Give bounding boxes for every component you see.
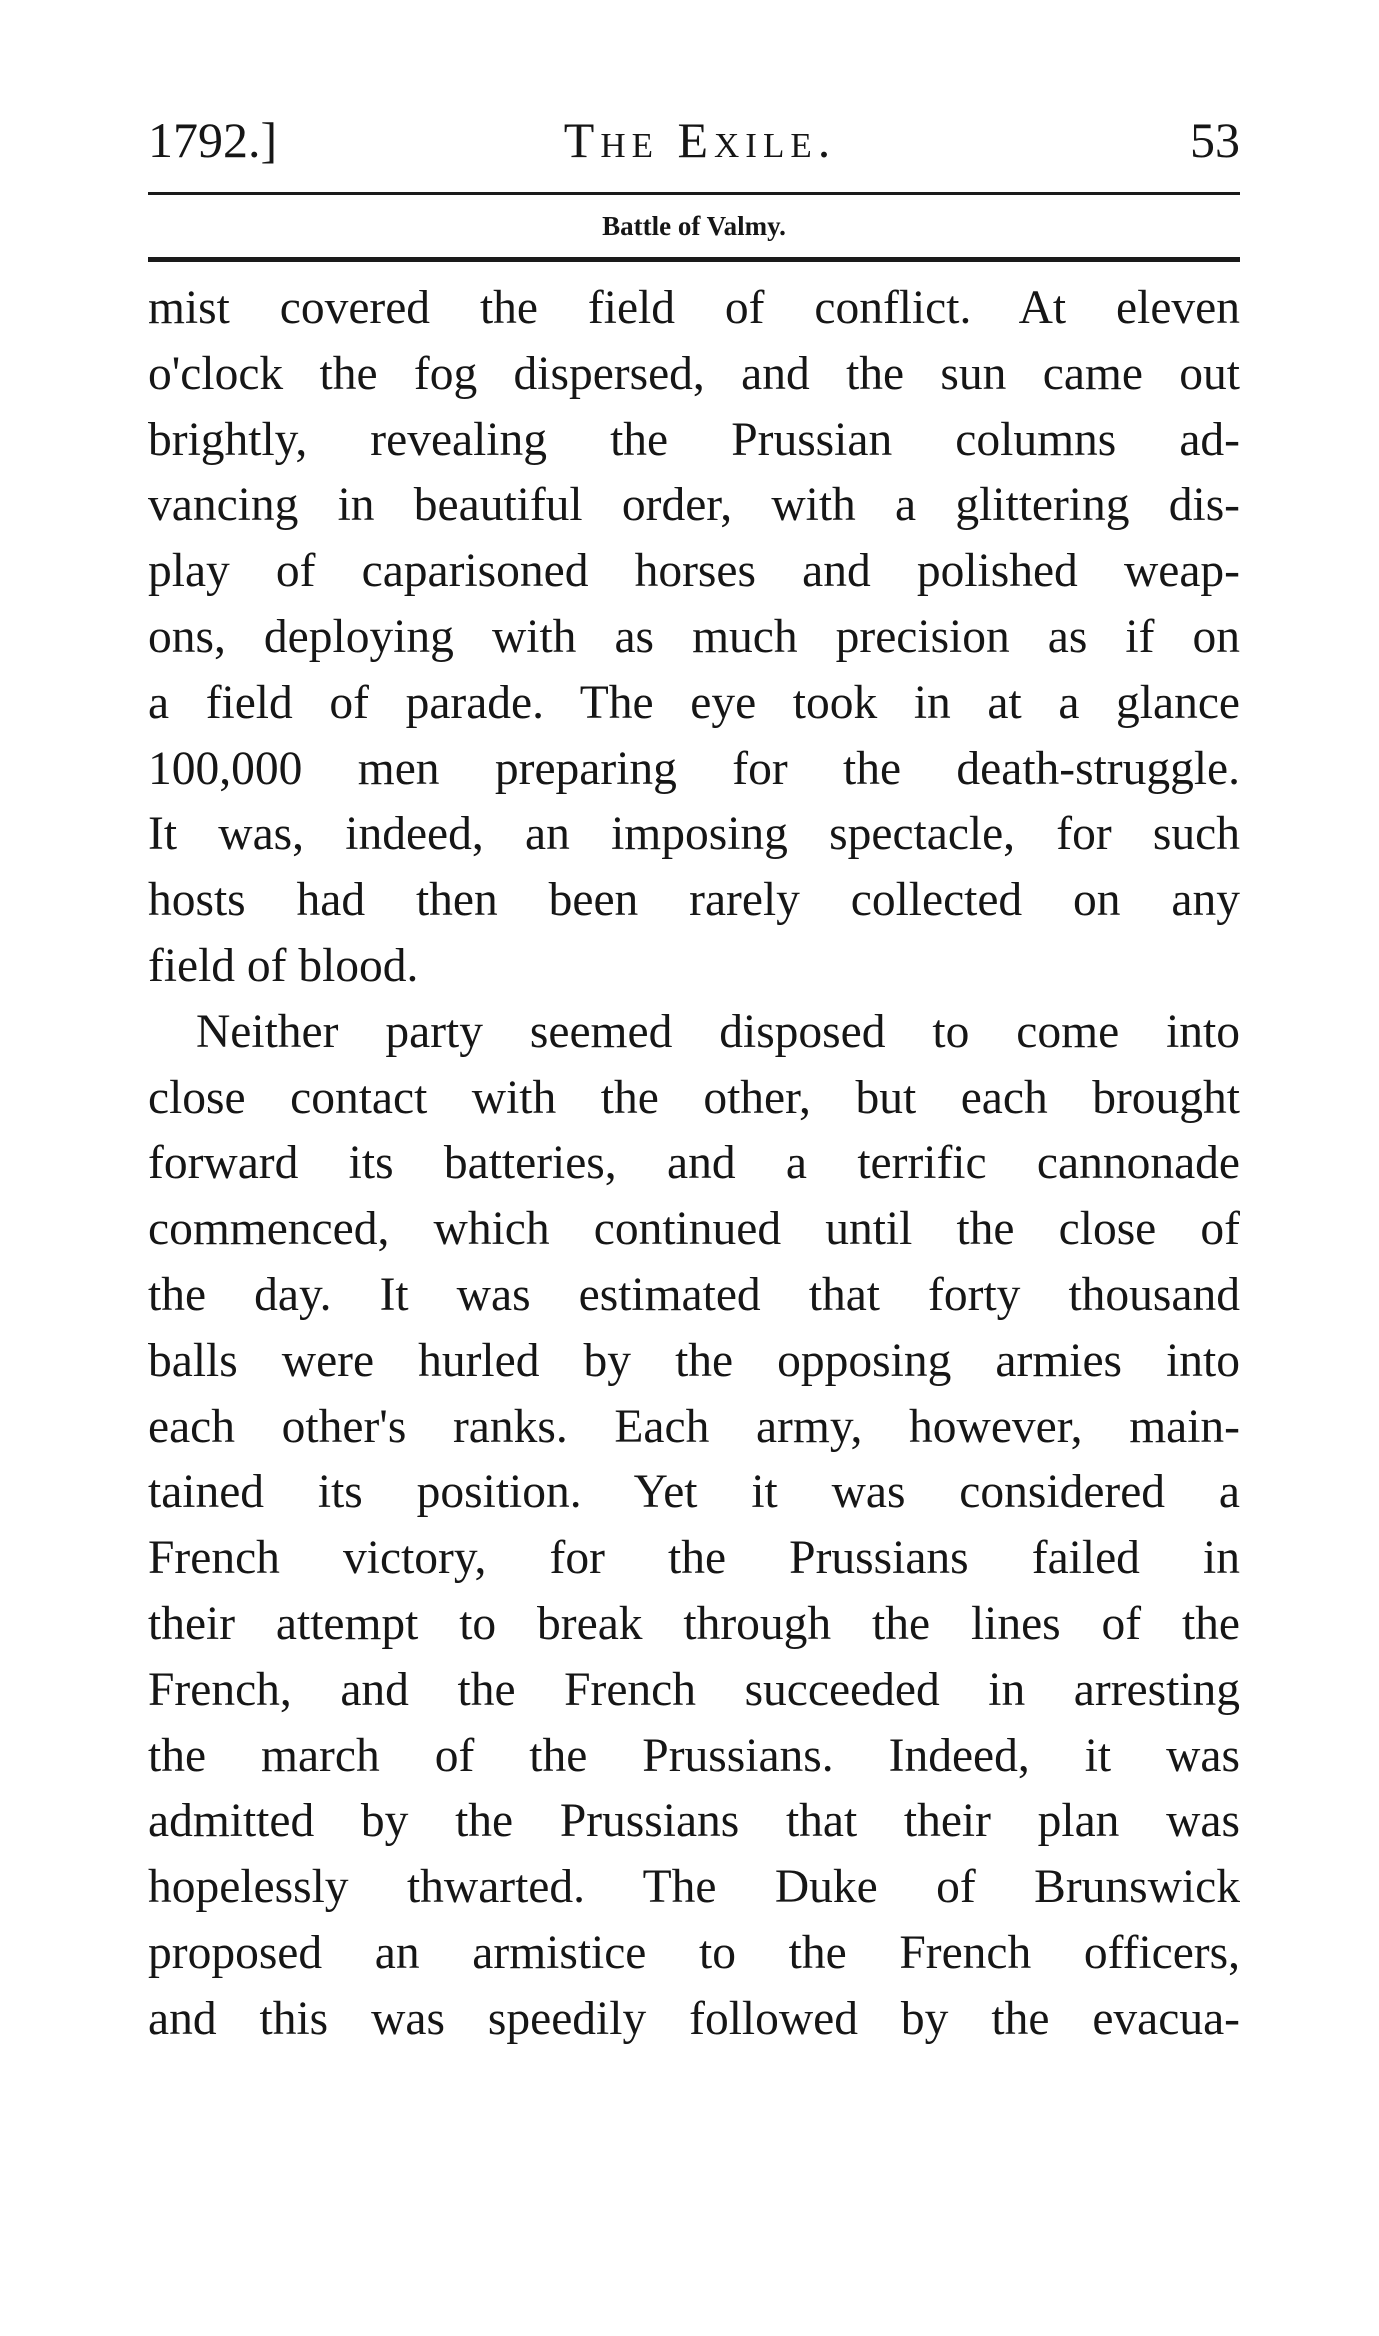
paragraph: [148, 276, 1240, 1000]
text-line: ons, deploying with as much precision as if on: [148, 610, 1240, 663]
text-line: Neither party seemed disposed to come into: [196, 1005, 1240, 1058]
page-number: 53: [1190, 112, 1240, 168]
text-line: It was, indeed, an imposing spectacle, for such: [148, 808, 1240, 861]
text-line: admitted by the Prussians that their plan was: [148, 1795, 1240, 1848]
text-line: vancing in beautiful order, with a glittering dis-: [148, 479, 1240, 532]
text-line: French, and the French succeeded in arresting: [148, 1663, 1240, 1716]
text-line: hosts had then been rarely collected on any: [148, 874, 1240, 927]
text-line: the march of the Prussians. Indeed, it was: [148, 1729, 1240, 1782]
text-line: hopelessly thwarted. The Duke of Brunswick: [148, 1861, 1240, 1914]
body-text: [148, 276, 1240, 2053]
text-line: proposed an armistice to the French officers,: [148, 1926, 1240, 1979]
text-line: forward its batteries, and a terrific cannonade: [148, 1137, 1240, 1190]
text-line: their attempt to break through the lines of the: [148, 1597, 1240, 1650]
text-line: o'clock the fog dispersed, and the sun came out: [148, 347, 1240, 400]
running-head-year: 1792.]: [148, 112, 278, 168]
running-head: [148, 108, 1240, 172]
text-line: commenced, which continued until the close of: [148, 1203, 1240, 1256]
text-line: close contact with the other, but each brought: [148, 1071, 1240, 1124]
header-rule-bottom: [148, 257, 1240, 262]
text-line: 100,000 men preparing for the death-struggle.: [148, 742, 1240, 795]
text-line: a field of parade. The eye took in at a glance: [148, 676, 1240, 729]
paragraph: [148, 1000, 1240, 2053]
text-line: the day. It was estimated that forty thousand: [148, 1268, 1240, 1321]
text-line: French victory, for the Prussians failed in: [148, 1532, 1240, 1585]
text-line: and this was speedily followed by the evacua-: [148, 1992, 1240, 2045]
text-line: tained its position. Yet it was considered a: [148, 1466, 1240, 1519]
text-line: field of blood.: [148, 939, 419, 992]
running-head-title: The Exile.: [563, 112, 837, 168]
text-line: play of caparisoned horses and polished weap-: [148, 545, 1240, 598]
section-heading: Battle of Valmy.: [602, 211, 786, 241]
text-line: each other's ranks. Each army, however, main-: [148, 1400, 1240, 1453]
text-line: balls were hurled by the opposing armies into: [148, 1334, 1240, 1387]
text-line: brightly, revealing the Prussian columns ad-: [148, 413, 1240, 466]
header-rule-top: [148, 192, 1240, 195]
text-line: mist covered the field of conflict. At eleven: [148, 282, 1240, 334]
